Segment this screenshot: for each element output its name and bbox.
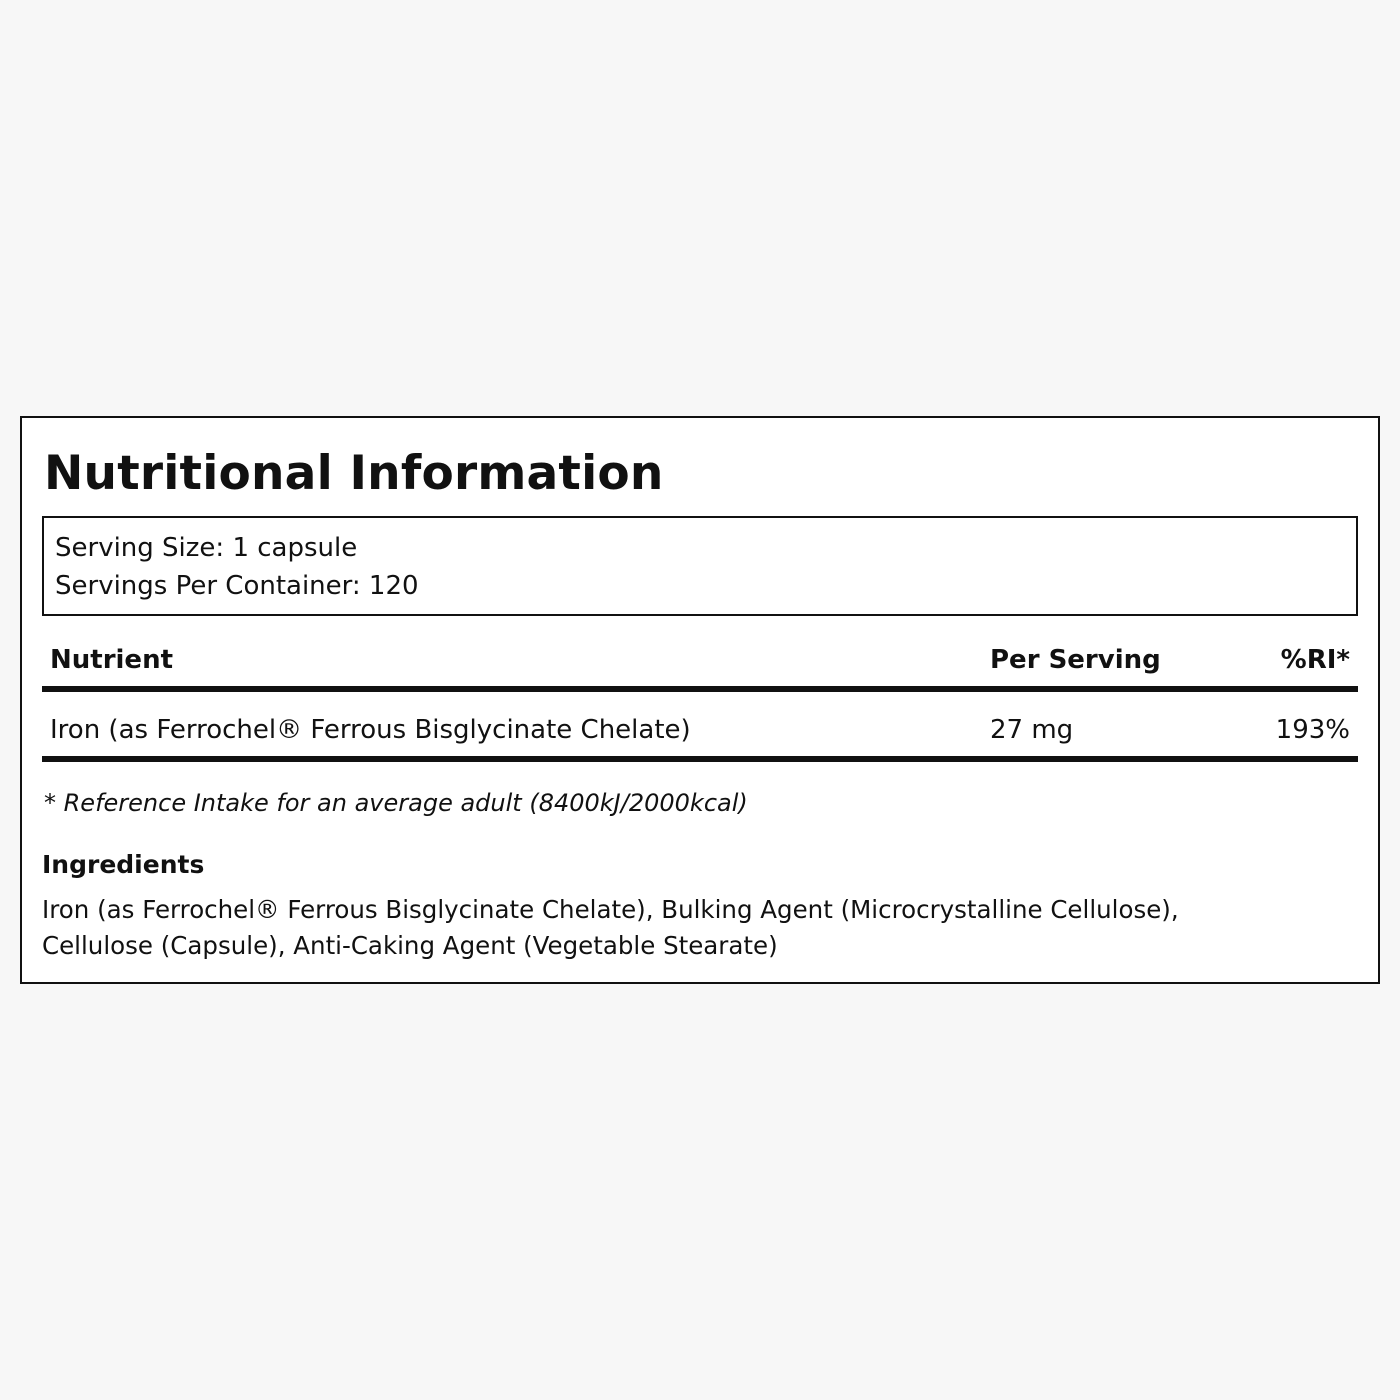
cell-nutrient-name: Iron (as Ferrochel® Ferrous Bisglycinate Chelate) xyxy=(50,715,691,745)
servings-per-container: Servings Per Container: 120 xyxy=(55,571,419,601)
header-nutrient: Nutrient xyxy=(50,645,174,675)
table-bottom-divider xyxy=(42,756,1358,762)
serving-info-box xyxy=(42,516,1358,616)
cell-per-serving: 27 mg xyxy=(990,715,1074,745)
serving-size: Serving Size: 1 capsule xyxy=(55,533,358,563)
nutrition-panel xyxy=(20,416,1380,984)
header-divider xyxy=(42,686,1358,692)
cell-ri: 193% xyxy=(1275,715,1350,745)
header-per-serving: Per Serving xyxy=(990,645,1161,675)
header-ri: %RI* xyxy=(1280,645,1350,675)
ri-footnote: * Reference Intake for an average adult (8400kJ/2000kcal) xyxy=(44,789,748,817)
ingredients-heading: Ingredients xyxy=(42,850,205,879)
page-title: Nutritional Information xyxy=(44,446,664,501)
ingredients-text: Iron (as Ferrochel® Ferrous Bisglycinate Chelate), Bulking Agent (Microcrystalline Cellulose), Cellulose (Capsule), Anti-Caking Agent (Vegetable Stearate) xyxy=(42,895,1179,960)
